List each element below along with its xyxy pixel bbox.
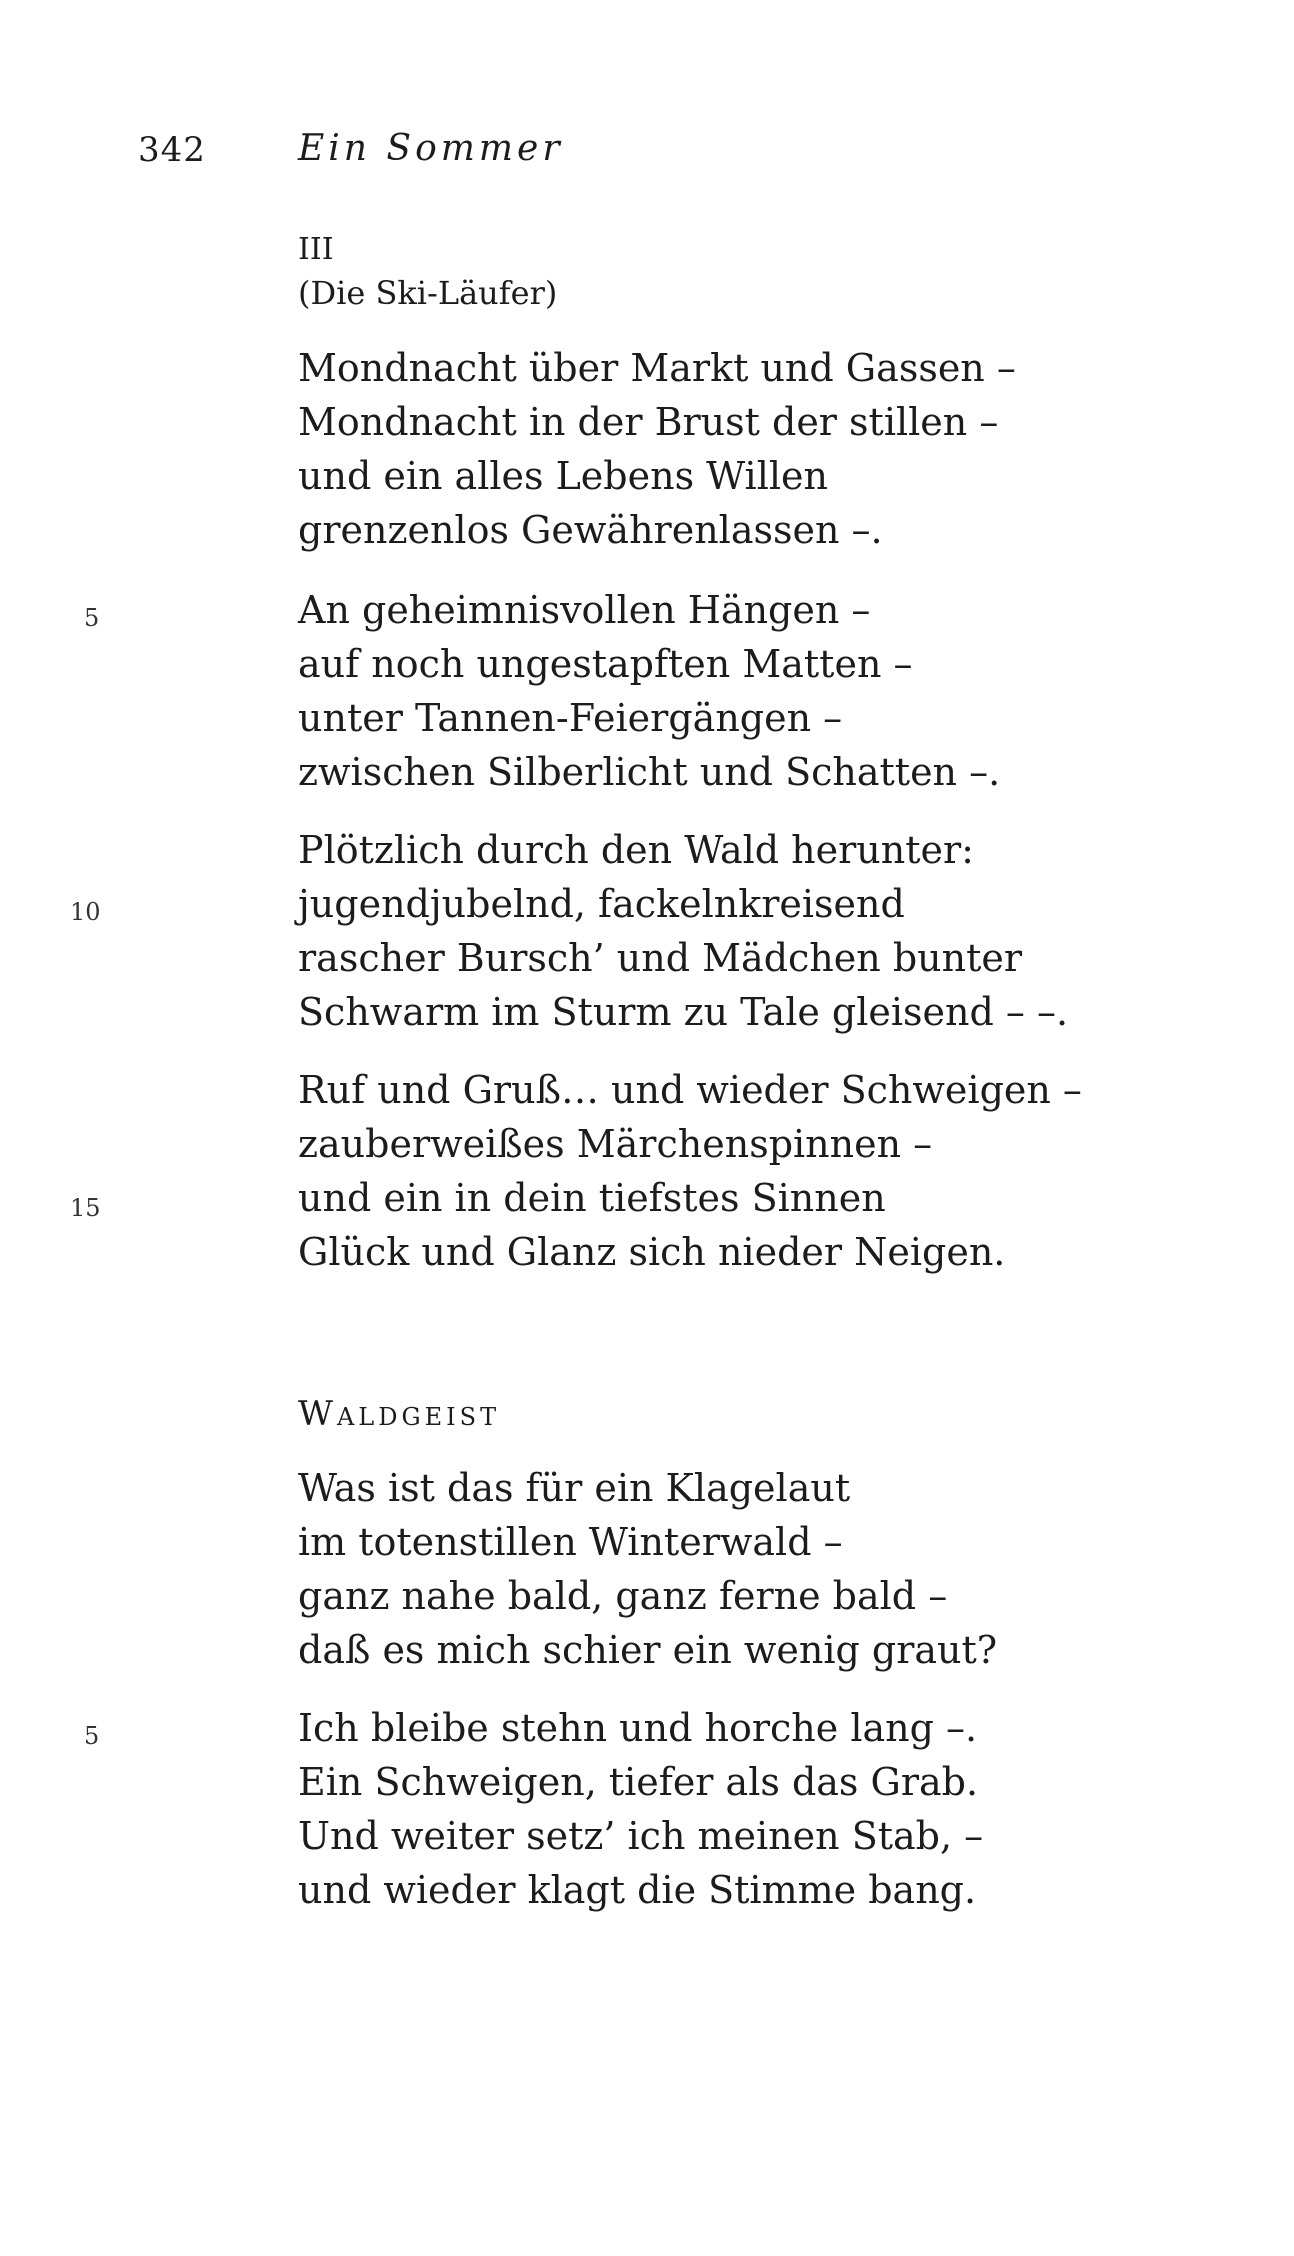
verse-line: jugendjubelnd, fackelnkreisend: [298, 882, 905, 926]
poem-subtitle: (Die Ski-Läufer): [298, 274, 558, 312]
line-number: 10: [70, 898, 101, 926]
line-number: 5: [84, 604, 100, 632]
running-title: Ein Sommer: [298, 128, 564, 169]
line-number: 15: [70, 1194, 101, 1222]
verse-line: An geheimnisvollen Hängen –: [298, 588, 871, 632]
verse-line: daß es mich schier ein wenig graut?: [298, 1628, 998, 1672]
verse-line: grenzenlos Gewährenlassen –.: [298, 508, 883, 552]
verse-line: ganz nahe bald, ganz ferne bald –: [298, 1574, 948, 1618]
verse-line: und wieder klagt die Stimme bang.: [298, 1868, 977, 1912]
line-number: 5: [84, 1722, 100, 1750]
verse-line: Schwarm im Sturm zu Tale gleisend – –.: [298, 990, 1069, 1034]
verse-line: Mondnacht über Markt und Gassen –: [298, 346, 1016, 390]
verse-line: zauberweißes Märchenspinnen –: [298, 1122, 933, 1166]
verse-line: und ein alles Lebens Willen: [298, 454, 828, 498]
verse-line: Glück und Glanz sich nieder Neigen.: [298, 1230, 1006, 1274]
verse-line: im totenstillen Winterwald –: [298, 1520, 843, 1564]
page-number: 342: [138, 130, 206, 170]
verse-line: Ich bleibe stehn und horche lang –.: [298, 1706, 978, 1750]
verse-line: Mondnacht in der Brust der stillen –: [298, 400, 999, 444]
verse-line: Ruf und Gruß… und wieder Schweigen –: [298, 1068, 1082, 1112]
verse-line: und ein in dein tiefstes Sinnen: [298, 1176, 886, 1220]
verse-line: Und weiter setz’ ich meinen Stab, –: [298, 1814, 984, 1858]
verse-line: rascher Bursch’ und Mädchen bunter: [298, 936, 1023, 980]
poem-title: Waldgeist: [298, 1394, 501, 1434]
verse-line: Ein Schweigen, tiefer als das Grab.: [298, 1760, 979, 1804]
verse-line: Was ist das für ein Klagelaut: [298, 1466, 851, 1510]
verse-line: Plötzlich durch den Wald herunter:: [298, 828, 974, 872]
verse-line: unter Tannen-Feiergängen –: [298, 696, 843, 740]
verse-line: zwischen Silberlicht und Schatten –.: [298, 750, 1001, 794]
section-number: III: [298, 232, 334, 267]
verse-line: auf noch ungestapften Matten –: [298, 642, 913, 686]
